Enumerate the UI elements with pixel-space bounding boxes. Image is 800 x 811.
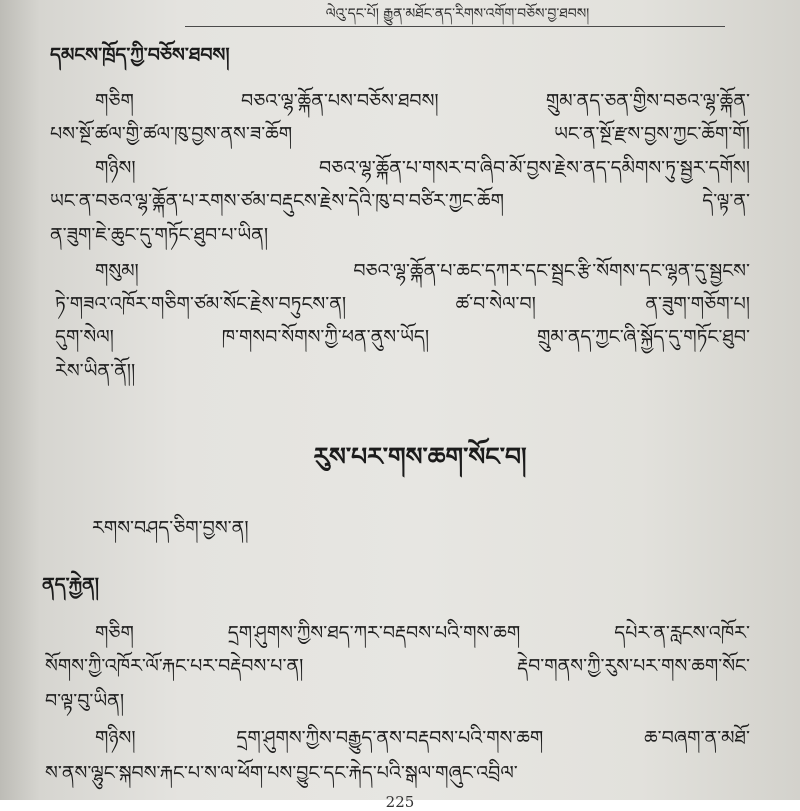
text-line: གསུམ། བཅའ་ལྷ་ཆྐོན་པ་ཆང་དཀར་དང་སྦྲང་རྩི་སོགས་དང་ལྷན་དུ་སྦྱངས་ bbox=[95, 260, 750, 282]
page-number: 225 bbox=[385, 793, 415, 811]
text-line: ཡང་ན་བཅའ་ལྷ་ཆྐོན་པ་རགས་ཙམ་བརྡུངས་རྗེས་དེའི་ཁུ་བ་བཙིར་ཀྱང་ཆོག དེ་ལྟ་ན་ bbox=[50, 190, 750, 212]
subsection-intro: རགས་བཤད་ཅིག་བྱས་ན། bbox=[92, 517, 249, 539]
header-rule bbox=[185, 26, 725, 27]
section-heading-cause: ནད་རྐྱེན། bbox=[42, 574, 99, 596]
text-line: སོགས་ཀྱི་འཁོར་ལོ་རྐང་པར་བརྡེབས་པ་ན། རྡེབ་གནས་ཀྱི་རུས་པར་གས་ཆག་སོང་ bbox=[45, 655, 750, 677]
chapter-title-fracture: རུས་པར་གས་ཆག་སོང་བ། bbox=[313, 442, 527, 471]
section-heading-folk-remedies: དམངས་ཁྲོད་ཀྱི་བཅོས་ཐབས། bbox=[50, 44, 230, 66]
running-head: ལེའུ་དང་པོ། རྒྱུན་མཐོང་ནད་རིགས་འགོག་བཅོས་བྱ་ཐབས། bbox=[325, 6, 590, 22]
text-line: པས་སྔོ་ཚལ་གྱི་ཚལ་ཁུ་བྱས་ནས་ཟ་ཆོག ཡང་ན་སྔོ་རྫས་བྱས་ཀྱང་ཆོག་གོ། bbox=[50, 123, 750, 145]
text-line: ཏེ་གཟའ་འཁོར་གཅིག་ཙམ་སོང་རྗེས་བཏུངས་ན། ཚ་བ་སེལ་བ། ན་ཟུག་གཅོག་པ། bbox=[55, 293, 750, 315]
text-line: གཅིག བཅའ་ལྷ་ཆྐོན་པས་བཅོས་ཐབས། གྲུམ་ནད་ཅན་གྱིས་བཅའ་ལྷ་ཆྐོན་ bbox=[95, 90, 750, 112]
text-line: གཅིག དྲག་ཤུགས་ཀྱིས་ཐད་ཀར་བརྡབས་པའི་གས་ཆག དཔེར་ན་རླངས་འཁོར་ bbox=[95, 622, 750, 644]
text-line: བ་ལྟ་བུ་ཡིན། bbox=[45, 690, 125, 712]
text-line: ན་ཟུག་ཇེ་ཆུང་དུ་གཏོང་ཐུབ་པ་ཡིན། bbox=[50, 224, 269, 246]
text-line: རེས་ཡིན་ནོ།། bbox=[55, 360, 136, 382]
text-line: དུག་སེལ། ཁ་གསབ་སོགས་ཀྱི་ཕན་ནུས་ཡོད། གྲུམ་ནད་ཀྱང་ཞི་སྐྱོད་དུ་གཏོང་ཐུབ་ bbox=[55, 326, 750, 348]
text-line: གཉིས། དྲག་ཤུགས་ཀྱིས་བརྒྱུད་ནས་བརྡབས་པའི་གས་ཆག ཆ་བཞག་ན་མཐོ་ bbox=[95, 727, 750, 749]
text-line: གཉིས། བཅའ་ལྷ་ཆྐོན་པ་གསར་བ་ཞིབ་མོ་བྱས་རྗེས་ནད་དམིགས་ཏུ་སྦྱར་དགོས། bbox=[95, 157, 750, 179]
text-line: ས་ནས་ལྷུང་སྐབས་རྐང་པ་ས་ལ་ཕོག་པས་བྱུང་དང་རྐེད་པའི་སྒལ་གཞུང་འབྲིལ་ bbox=[45, 762, 518, 784]
page-number-area bbox=[370, 793, 430, 811]
